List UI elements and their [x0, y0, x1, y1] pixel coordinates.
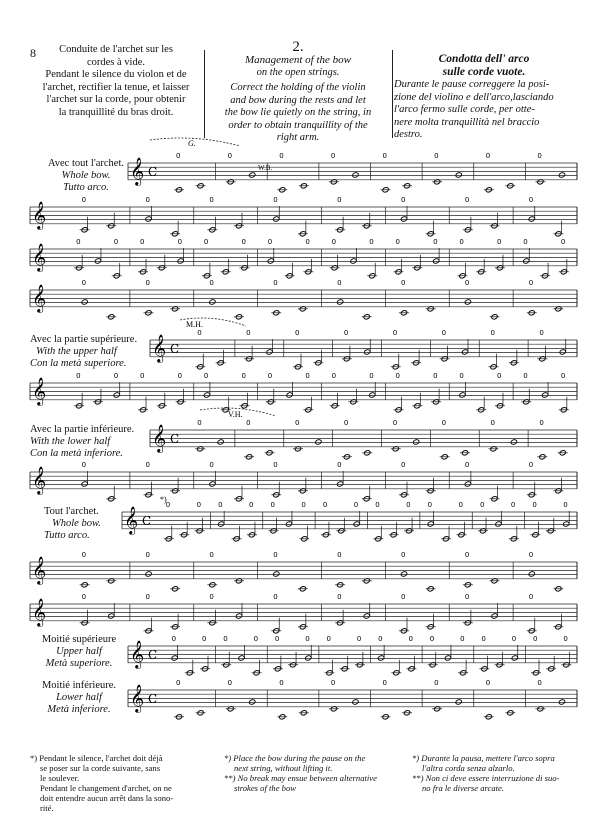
staff-systems	[30, 138, 577, 720]
fingering-mark: 0	[223, 635, 228, 643]
treble-clef-icon: 𝄞	[124, 506, 139, 534]
fingering-mark: 0	[401, 461, 406, 469]
label-english: Upper half	[56, 646, 102, 657]
fingering-mark: 0	[201, 635, 207, 643]
time-signature: C	[148, 692, 158, 706]
note-head	[203, 392, 210, 398]
note-head	[563, 521, 570, 527]
note-head	[217, 439, 224, 445]
fingering-mark: 0	[401, 196, 406, 204]
fingering-mark: 0	[81, 551, 87, 559]
fingering-mark: 0	[433, 238, 438, 246]
fingering-mark: 0	[145, 593, 150, 601]
english-title: Management of the bow	[244, 54, 351, 66]
note-head	[352, 699, 359, 705]
fingering-mark: 0	[270, 501, 276, 509]
time-signature: C	[142, 514, 152, 528]
fingering-mark: 0	[326, 635, 331, 643]
note-head	[267, 258, 274, 264]
italian-title: Condotta dell' arco	[438, 53, 530, 65]
fingering-mark: 0	[537, 152, 542, 160]
fingering-mark: 0	[241, 372, 246, 380]
page-number: 8	[30, 46, 36, 60]
fingering-mark: 0	[171, 635, 177, 643]
note-head	[491, 613, 498, 619]
fingering-mark: 0	[496, 372, 502, 380]
note-head	[455, 172, 462, 178]
time-signature: C	[148, 165, 158, 179]
note-head	[273, 571, 280, 577]
fingering-mark: 0	[532, 501, 537, 509]
note-head	[108, 613, 115, 619]
note-head	[285, 521, 292, 527]
fingering-mark: 0	[267, 372, 273, 380]
fingering-mark: 0	[76, 238, 81, 246]
fingering-mark: 0	[241, 238, 246, 246]
footnote-line: next string, without lifting it.	[234, 763, 333, 773]
footnote-english	[224, 753, 402, 793]
label-italian: Metà superiore.	[45, 658, 113, 669]
note-head	[145, 216, 152, 222]
fingering-mark: 0	[464, 593, 470, 601]
fingering-mark: 0	[209, 279, 214, 287]
note-head	[558, 699, 565, 705]
note-head	[353, 521, 360, 527]
label-english: With the lower half	[30, 436, 111, 447]
fingering-mark: 0	[337, 551, 342, 559]
fingering-mark: 0	[273, 196, 278, 204]
note-head	[528, 216, 535, 222]
fingering-mark: 0	[209, 196, 214, 204]
header-english-line: the bow lie quietly on the string, in	[224, 107, 372, 118]
header-french-line: l'archet sur la corde, pour obtenir	[46, 94, 186, 105]
fingering-mark: 0	[145, 551, 150, 559]
note-head	[558, 172, 565, 178]
fingering-mark: 0	[464, 279, 470, 287]
fingering-mark: 0	[434, 679, 439, 687]
fingering-mark: 0	[480, 501, 485, 509]
treble-clef-icon: 𝄞	[32, 556, 47, 584]
footnote-line: **) Non ci deve essere interruzione di suo-	[412, 773, 560, 783]
time-signature: C	[148, 648, 158, 662]
header-english-line: and bow during the rests and let	[230, 94, 366, 106]
fingering-mark: 0	[330, 152, 336, 160]
fingering-mark: 0	[563, 635, 568, 643]
fingering-mark: 0	[460, 635, 465, 643]
fingering-mark: 0	[227, 679, 233, 687]
fingering-mark: 0	[459, 372, 464, 380]
fingering-mark: 0	[382, 679, 388, 687]
treble-clef-icon: 𝄞	[130, 157, 145, 185]
note-head	[459, 392, 466, 398]
label-italian: Con la metà superiore.	[30, 358, 127, 369]
time-signature: C	[170, 432, 180, 446]
label-french: Tout l'archet.	[44, 506, 99, 517]
note-head	[559, 349, 566, 355]
fingering-mark: 0	[273, 461, 278, 469]
fingering-mark: 0	[481, 635, 486, 643]
fingering-mark: 0	[322, 501, 328, 509]
note-head	[235, 613, 242, 619]
fingering-mark: 0	[113, 238, 119, 246]
treble-clef-icon: 𝄞	[32, 201, 47, 229]
fingering-mark: 0	[140, 372, 145, 380]
note-head	[218, 521, 225, 527]
footnote-line: l'altra corda senza alzarlo.	[422, 763, 515, 773]
fingering-mark: 0	[392, 419, 398, 427]
fingering-mark: 0	[356, 635, 362, 643]
fingering-mark: 0	[464, 551, 470, 559]
fingering-mark: 0	[209, 551, 214, 559]
fingering-mark: 0	[218, 501, 223, 509]
marking-mh: M.H.	[186, 320, 203, 329]
header-french-line: cordes à vide.	[86, 56, 146, 68]
fingering-mark: 0	[490, 329, 495, 337]
footnote-line: le soulever.	[40, 773, 80, 783]
fingering-mark: 0	[433, 372, 438, 380]
fingering-mark: 0	[81, 196, 87, 204]
treble-clef-icon: 𝄞	[152, 334, 167, 362]
time-signature: C	[170, 342, 180, 356]
label-italian: Metà inferiore.	[47, 704, 111, 715]
fingering-mark: 0	[203, 372, 209, 380]
fingering-mark: 0	[246, 419, 251, 427]
fingering-mark: 0	[343, 419, 349, 427]
english-title: on the open strings.	[256, 66, 340, 78]
note-head	[350, 258, 357, 264]
fingering-mark: 0	[337, 279, 342, 287]
fingering-mark: 0	[429, 635, 435, 643]
label-italian: Tutto arco.	[63, 182, 109, 193]
fingering-mark: 0	[395, 372, 400, 380]
fingering-mark: 0	[331, 372, 337, 380]
label-italian: Con la metà inferiore.	[30, 448, 123, 459]
note-head	[464, 481, 471, 487]
note-head	[444, 655, 451, 661]
fingering-mark: 0	[140, 238, 145, 246]
fingering-mark: 0	[523, 372, 528, 380]
italian-title: sulle corde vuote.	[442, 66, 526, 78]
fingering-mark: 0	[401, 551, 406, 559]
note-head	[113, 392, 120, 398]
fingering-mark: 0	[113, 372, 119, 380]
note-head	[400, 216, 407, 222]
note-head	[510, 439, 517, 445]
note-head	[363, 613, 370, 619]
fingering-mark: 0	[176, 679, 181, 687]
footnote-french	[30, 753, 208, 813]
fingering-mark: 0	[343, 329, 349, 337]
fingering-mark: 0	[81, 279, 87, 287]
note-head	[337, 299, 344, 305]
header-english-line: right arm.	[276, 132, 320, 143]
fingering-mark: 0	[528, 279, 534, 287]
fingering-mark: 0	[464, 461, 470, 469]
fingering-mark: 0	[246, 329, 251, 337]
note-head	[305, 655, 312, 661]
treble-clef-icon: 𝄞	[152, 424, 167, 452]
marking-g: G.	[188, 139, 196, 148]
note-head	[94, 258, 101, 264]
exercise-number: 2.	[292, 39, 304, 55]
label-italian: Tutto arco.	[44, 530, 90, 541]
footnote-line: se poser sur la corde suivante, sans	[40, 763, 161, 773]
fingering-mark: 0	[511, 635, 517, 643]
fingering-mark: 0	[305, 372, 310, 380]
fingering-mark: 0	[441, 419, 447, 427]
fingering-mark: 0	[378, 635, 383, 643]
header-french-line: l'archet, rectifier la tenue, et laisser	[42, 81, 190, 93]
fingering-mark: 0	[273, 279, 278, 287]
footnote-line: Pendant le changement d'archet, on ne	[40, 783, 172, 793]
fingering-mark: 0	[145, 461, 150, 469]
label-english: Whole bow.	[52, 518, 101, 529]
fingering-mark: 0	[375, 501, 380, 509]
note-head	[528, 571, 535, 577]
fingering-mark: 0	[563, 501, 568, 509]
fingering-mark: 0	[395, 238, 400, 246]
note-head	[81, 481, 88, 487]
fingering-mark: 0	[392, 329, 398, 337]
fingering-mark: 0	[279, 152, 284, 160]
fingering-mark: 0	[441, 329, 447, 337]
treble-clef-icon: 𝄞	[130, 684, 145, 712]
note-head	[541, 392, 548, 398]
note-head	[145, 571, 152, 577]
fingering-mark: 0	[408, 635, 413, 643]
header-french-line: Pendant le silence du violon et de	[45, 69, 187, 80]
fingering-mark: 0	[305, 238, 310, 246]
note-head	[464, 299, 471, 305]
label-english: With the upper half	[36, 346, 117, 357]
note-head	[273, 216, 280, 222]
fingering-mark: 0	[528, 196, 534, 204]
header-italian-line: zione del violino e dell'arco,lasciando	[394, 91, 554, 103]
fingering-mark: 0	[369, 372, 374, 380]
fingering-mark: 0	[490, 419, 495, 427]
fingering-mark: 0	[523, 238, 528, 246]
header-italian-line: Durante le pause correggere la posi-	[394, 79, 550, 90]
header-french-line: Conduite de l'archet sur les	[59, 44, 173, 55]
note-head	[337, 481, 344, 487]
treble-clef-icon: 𝄞	[32, 466, 47, 494]
treble-clef-icon: 𝄞	[32, 377, 47, 405]
footnote-line: doit entendre aucun arrêt dans la sono-	[40, 793, 174, 803]
footnote-line: *) Pendant le silence, l'archet doit déjà	[30, 753, 163, 763]
note-head	[209, 481, 216, 487]
note-head	[369, 392, 376, 398]
fingering-mark: 0	[539, 329, 544, 337]
note-head	[413, 439, 420, 445]
label-french: Moitié inférieure.	[41, 680, 117, 691]
treble-clef-icon: 𝄞	[32, 598, 47, 626]
label-french: Avec la partie supérieure.	[30, 334, 138, 345]
footnote-line: *) Durante la pausa, mettere l'arco sopra	[412, 753, 555, 763]
fingering-mark: 0	[537, 679, 542, 687]
footnote-line: *) Place the bow during the pause on the	[224, 753, 366, 763]
fingering-mark: 0	[197, 329, 202, 337]
footnote-italian	[412, 753, 582, 793]
fingering-mark: 0	[295, 329, 300, 337]
fingering-mark: 0	[145, 196, 150, 204]
note-head	[461, 349, 468, 355]
note-head	[455, 699, 462, 705]
note-head	[511, 655, 518, 661]
fingering-mark: 0	[337, 461, 342, 469]
header-italian-line: nere molta tranquillità nel braccio	[394, 116, 540, 128]
header-italian-line: l'arco fermo sulle corde, per otte-	[394, 104, 535, 115]
fingering-mark: 0	[485, 152, 491, 160]
fingering-mark: 0	[274, 635, 280, 643]
fingering-mark: 0	[209, 593, 214, 601]
fingering-mark: 0	[353, 501, 359, 509]
fingering-mark: 0	[337, 196, 342, 204]
fingering-mark: 0	[305, 635, 310, 643]
fingering-mark: 0	[560, 238, 566, 246]
fingering-mark: 0	[434, 152, 439, 160]
note-head	[81, 299, 88, 305]
label-french: Avec tout l'archet.	[47, 158, 125, 169]
fingering-mark: 0	[177, 238, 183, 246]
note-head	[378, 655, 385, 661]
treble-clef-icon: 𝄞	[32, 284, 47, 312]
fingering-mark: 0	[176, 152, 181, 160]
fingering-mark: 0	[301, 501, 306, 509]
treble-clef-icon: 𝄞	[130, 640, 145, 668]
fingering-mark: 0	[485, 679, 491, 687]
fingering-mark: 0	[369, 238, 374, 246]
note-head	[352, 172, 359, 178]
marking-star: *)	[160, 495, 167, 504]
fingering-mark: 0	[331, 238, 337, 246]
fingering-mark: 0	[330, 679, 336, 687]
note-head	[209, 299, 216, 305]
footnote-line: strokes of the bow	[234, 783, 296, 793]
fingering-mark: 0	[81, 461, 87, 469]
note-head	[286, 392, 293, 398]
fingering-mark: 0	[337, 593, 342, 601]
fingering-mark: 0	[81, 593, 87, 601]
fingering-mark: 0	[145, 279, 150, 287]
header-french-line: la tranquillité du bras droit.	[58, 106, 174, 118]
header-italian-line: destro.	[394, 129, 423, 140]
note-head	[400, 571, 407, 577]
header-english-line: order to obtain tranquillity of the	[228, 119, 368, 131]
footnote-line: **) No break may ensue between alternative	[224, 773, 377, 783]
note-head	[249, 172, 256, 178]
fingering-mark: 0	[253, 635, 259, 643]
fingering-mark: 0	[177, 372, 183, 380]
note-head	[364, 349, 371, 355]
note-head	[433, 258, 440, 264]
fingering-mark: 0	[227, 152, 233, 160]
label-english: Whole bow.	[61, 170, 111, 181]
label-french: Moitié supérieure	[41, 634, 117, 645]
label-french: Avec la partie inférieure.	[30, 424, 135, 435]
fingering-mark: 0	[165, 501, 171, 509]
fingering-mark: 0	[279, 679, 284, 687]
fingering-mark: 0	[273, 551, 278, 559]
footnote-line: no fra le diverse arcate.	[422, 783, 505, 793]
fingering-mark: 0	[196, 501, 202, 509]
fingering-mark: 0	[560, 372, 566, 380]
fingering-mark: 0	[458, 501, 463, 509]
note-head	[315, 439, 322, 445]
footnote-line: rité.	[40, 803, 54, 813]
note-head	[427, 521, 434, 527]
fingering-mark: 0	[401, 593, 406, 601]
fingering-mark: 0	[203, 238, 209, 246]
note-head	[495, 521, 502, 527]
note-head	[249, 699, 256, 705]
note-head	[238, 655, 245, 661]
note-head	[177, 258, 184, 264]
label-english: Lower half	[56, 692, 102, 703]
header-english-line: Correct the holding of the violin	[230, 82, 366, 93]
fingering-mark: 0	[533, 635, 538, 643]
fingering-mark: 0	[427, 501, 433, 509]
fingering-mark: 0	[528, 461, 534, 469]
fingering-mark: 0	[528, 593, 534, 601]
fingering-mark: 0	[401, 279, 406, 287]
fingering-mark: 0	[510, 501, 516, 509]
fingering-mark: 0	[528, 551, 534, 559]
fingering-mark: 0	[267, 238, 273, 246]
fingering-mark: 0	[76, 372, 81, 380]
note-head	[523, 258, 530, 264]
marking-vh: V.H.	[228, 410, 243, 419]
fingering-mark: 0	[273, 593, 278, 601]
fingering-mark: 0	[406, 501, 411, 509]
note-head	[266, 349, 273, 355]
fingering-mark: 0	[382, 152, 388, 160]
note-head	[171, 655, 178, 661]
fingering-mark: 0	[209, 461, 214, 469]
fingering-mark: 0	[295, 419, 300, 427]
fingering-mark: 0	[459, 238, 464, 246]
treble-clef-icon: 𝄞	[32, 243, 47, 271]
fingering-mark: 0	[496, 238, 502, 246]
marking-wb: W.B.	[258, 164, 273, 172]
fingering-mark: 0	[539, 419, 544, 427]
fingering-mark: 0	[248, 501, 254, 509]
fingering-mark: 0	[464, 196, 470, 204]
fingering-mark: 0	[197, 419, 202, 427]
